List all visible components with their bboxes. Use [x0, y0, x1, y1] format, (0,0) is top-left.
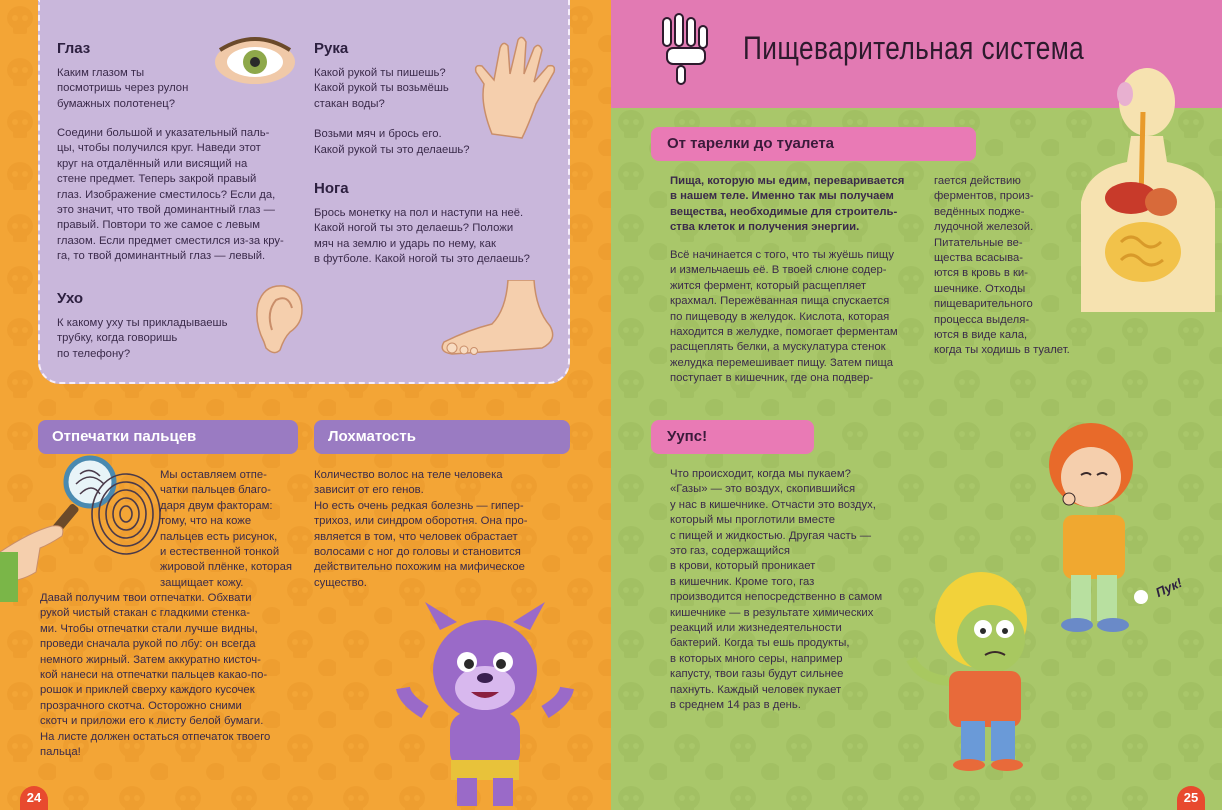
text-line: пахнуть. Каждый человек пукает — [670, 683, 842, 696]
text-line: ферментов, произ- — [934, 190, 1034, 203]
ear-heading: Ухо — [57, 290, 84, 307]
text-line: ства клеток и получения энергии. — [670, 221, 860, 234]
text-line: желудка перемешивает пищу. Затем пища — [670, 356, 894, 369]
text-line: га, то твой доминантный глаз — левый. — [57, 250, 266, 263]
text-line: волосами с ног до головы и становится — [314, 546, 521, 559]
text-line: скотч и приложи его к листу белой бумаги. — [40, 715, 264, 728]
text-line: действительно похожим на мифическое — [314, 561, 525, 574]
leg-text — [314, 206, 559, 268]
text-line: Количество волос на теле человека — [314, 469, 503, 481]
eye-heading: Глаз — [57, 40, 91, 57]
text-line: и измельчаешь её. В твоей слюне содер- — [670, 264, 887, 277]
text-line: цы, чтобы получился круг. Наведи этот — [57, 142, 261, 155]
text-line: Каким глазом ты — [57, 67, 145, 79]
oops-heading: Уупс! — [651, 420, 814, 454]
text-line: глазом. Если предмет сместился из-за кру- — [57, 234, 284, 247]
text-line: Возьми мяч и брось его. — [314, 128, 442, 141]
text-line: шечнике. Отходы — [934, 282, 1026, 295]
text-line: правый. Повтори то же самое с левым — [57, 219, 261, 232]
oops-text — [670, 467, 940, 714]
text-line: зависит от его генов. — [314, 484, 424, 497]
text-line: жится фермент, который расщепляет — [670, 279, 867, 292]
text-line: глаз. Изображение сместилось? Если да, — [57, 188, 276, 201]
plate-text-col2 — [934, 174, 1104, 359]
text-line: «Газы» — это воздух, скопившийся — [670, 483, 856, 496]
text-line: когда ты ходишь в туалет. — [934, 344, 1070, 357]
skeleton-hand-icon — [643, 8, 725, 88]
text-line: щества всасыва- — [934, 252, 1024, 265]
text-line: трубку, когда говоришь — [57, 332, 178, 345]
text-line: трихоз, или синдром оборотня. Она про- — [314, 515, 528, 528]
text-line: проведи сначала рукой по лбу: он всегда — [40, 638, 256, 651]
text-line: Какой ногой ты это делаешь? Положи — [314, 222, 514, 235]
text-line: Питательные ве- — [934, 236, 1023, 249]
werewolf-illustration — [395, 600, 575, 810]
text-line: прозрачного скотча. Осторожно сними — [40, 699, 242, 712]
page-title: Пищеварительная система — [743, 30, 1085, 66]
hand-illustration — [470, 34, 562, 144]
text-line: капусту, твои газы будут сильнее — [670, 668, 844, 681]
text-line: Но есть очень редкая болезнь — гипер- — [314, 499, 524, 512]
text-line: стене предмет. Теперь закрой правый — [57, 173, 257, 186]
text-line: круг на отдалённый или висящий на — [57, 157, 248, 170]
text-line: жировой плёнке, которая — [160, 561, 293, 574]
plate-text — [670, 248, 932, 387]
text-line: Какой рукой ты пишешь? — [314, 67, 446, 79]
text-line: Что происходит, когда мы пукаем? — [670, 468, 851, 480]
text-line: процесса выделя- — [934, 313, 1030, 326]
text-line: Какой рукой ты возьмёшь — [314, 82, 449, 95]
text-line: Давай получим твои отпечатки. Обхвати — [40, 592, 252, 604]
plate-heading: От тарелки до туалета — [651, 127, 976, 161]
hairiness-text — [314, 468, 564, 591]
hairiness-heading: Лохматость — [314, 420, 570, 454]
text-line: стакан воды? — [314, 97, 385, 110]
text-line: Мы оставляем отпе- — [160, 469, 267, 481]
text-line: в нашем теле. Именно так мы получаем — [670, 190, 894, 203]
text-line: с пищей и жидкостью. Другая часть — — [670, 529, 872, 542]
text-line: мяч на землю и ударь по нему, как — [314, 237, 496, 250]
text-line: пальцев есть рисунок, — [160, 530, 278, 543]
text-line: рукой чистый стакан с гладкими стенка- — [40, 607, 251, 620]
text-line: пищеварительного — [934, 298, 1033, 311]
fingerprints-text — [40, 591, 302, 760]
leg-heading: Нога — [314, 180, 349, 197]
fingerprints-intro — [160, 468, 300, 591]
text-line: лудочной железой. — [934, 221, 1034, 234]
right-page — [611, 0, 1222, 810]
text-line: является в том, что человек обрастает — [314, 530, 518, 543]
text-line: производится непосредственно в самом — [670, 591, 883, 604]
text-line: у нас в кишечнике. Отчасти это воздух, — [670, 498, 876, 511]
text-line: бактерий. Когда ты ешь продукты, — [670, 637, 850, 650]
text-line: который мы проглотили вместе — [670, 514, 836, 527]
foot-illustration — [438, 280, 556, 360]
text-line: На листе должен остаться отпечаток твоего — [40, 730, 271, 743]
text-line: находится в желудке, помогает ферментам — [670, 326, 898, 339]
sound-effect-text: Пук! — [1153, 574, 1185, 601]
text-line: крахмал. Пережёванная пища спускается — [670, 295, 890, 308]
text-line: по пищеводу в желудок. Кислота, которая — [670, 310, 890, 323]
text-line: посмотришь через рулон — [57, 82, 189, 95]
text-line: защищает кожу. — [160, 576, 244, 589]
text-line: ми. Чтобы отпечатки стали лучше видны, — [40, 622, 258, 635]
text-line: тому, что на коже — [160, 515, 252, 528]
text-line: в футболе. Какой ногой ты это делаешь? — [314, 253, 530, 266]
text-line: поступает в кишечник, где она подвер- — [670, 372, 874, 385]
hand-heading: Рука — [314, 40, 349, 57]
text-line: это газ, содержащийся — [670, 545, 790, 558]
text-line: в которых много серы, например — [670, 652, 843, 665]
text-line: немного жирный. Затем аккуратно кисточ- — [40, 653, 261, 666]
page-number: 25 — [1177, 786, 1205, 810]
text-line: Пища, которую мы едим, переваривается — [670, 175, 905, 187]
fingerprint-icon — [86, 470, 166, 558]
text-line: в крови, который проникает — [670, 560, 816, 573]
text-line: расщеплять белки, а мускулатура стенок — [670, 341, 886, 354]
text-line: Брось монетку на пол и наступи на неё. — [314, 207, 524, 219]
ear-illustration — [250, 282, 308, 358]
text-line: Всё начинается с того, что ты жуёшь пищу — [670, 249, 894, 261]
boys-illustration — [901, 415, 1201, 775]
text-line: и естественной тонкой — [160, 546, 280, 559]
text-line: гается действию — [934, 175, 1021, 187]
text-line: вещества, необходимые для строитель- — [670, 205, 898, 218]
plate-lead — [670, 174, 930, 236]
text-line — [314, 112, 494, 127]
text-line: ведённых поджe- — [934, 205, 1025, 218]
text-line: К какому уху ты прикладываешь — [57, 317, 228, 329]
text-line: в среднем 14 раз в день. — [670, 699, 801, 712]
text-line: кишечнике — в результате химических — [670, 606, 874, 619]
page-number: 24 — [20, 786, 48, 810]
dominant-eye-text — [57, 126, 307, 265]
text-line: пальца! — [40, 746, 81, 759]
text-line: Какой рукой ты это делаешь? — [314, 143, 470, 156]
text-line: рошок и приклей сверху каждого кусочек — [40, 684, 255, 697]
text-line: ются в кровь в ки- — [934, 267, 1029, 280]
text-line: ются в виде кала, — [934, 329, 1028, 342]
text-line: реакций или жизнедеятельности — [670, 622, 842, 635]
text-line: Соедини большой и указательный паль- — [57, 127, 270, 139]
text-line: по телефону? — [57, 347, 131, 360]
text-line: даря двум факторам: — [160, 499, 273, 512]
text-line: кой нанеси на отпечатки пальцев какао-по- — [40, 669, 268, 682]
hand-text — [314, 66, 494, 158]
ear-text — [57, 316, 257, 362]
text-line: существо. — [314, 576, 367, 589]
fingerprints-heading: Отпечатки пальцев — [38, 420, 298, 454]
text-line: это значит, что твой доминантный глаз — — [57, 204, 275, 217]
text-line: чатки пальцев благо- — [160, 484, 271, 497]
text-line: в кишечник. Кроме того, газ — [670, 575, 815, 588]
eye-illustration — [212, 28, 298, 90]
text-line: бумажных полотенец? — [57, 97, 176, 110]
